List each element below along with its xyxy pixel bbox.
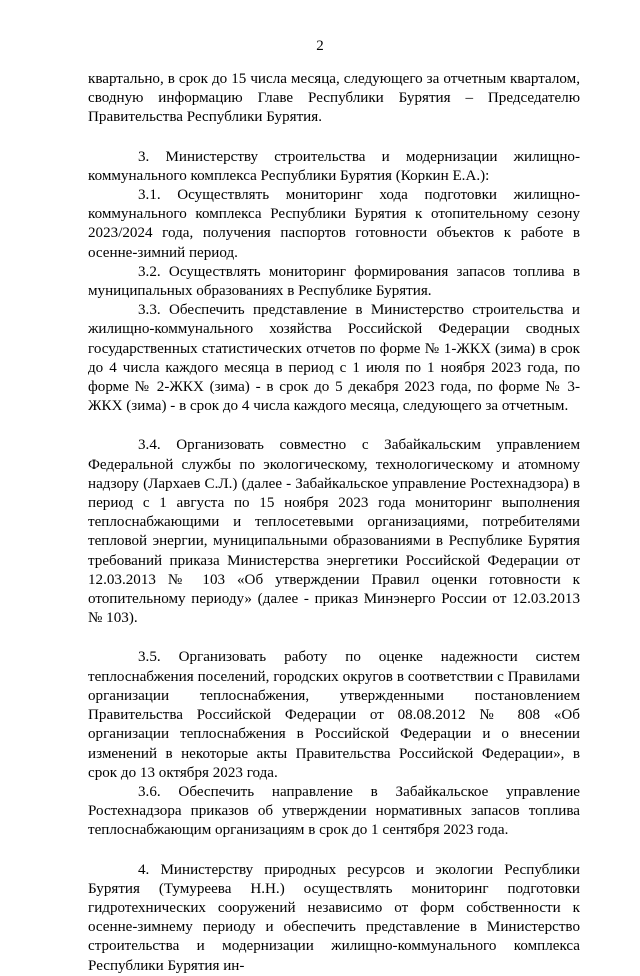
paragraph-item-3-2: 3.2. Осуществлять мониторинг формирования запасов топлива в муниципальных образованиях в Республике Бурятия.	[88, 263, 580, 300]
paragraph-intro-continuation: квартально, в срок до 15 числа месяца, следующего за отчетным кварталом, сводную информацию Главе Республики Бурятия – Председателю Правительства Республики Бурятия.	[88, 71, 580, 126]
page-number: 2	[316, 38, 324, 54]
paragraph-item-3-1: 3.1. Осуществлять мониторинг хода подготовки жилищно-коммунального комплекса Республики Бурятия к отопительному сезону 2023/2024 года, получения паспортов готовности объектов к работе в осенне-зимний период.	[88, 187, 580, 261]
paragraph-item-3-4: 3.4. Организовать совместно с Забайкальским управлением Федеральной службы по экологическому, технологическому и атомному надзору (Лархаев С.Л.) (далее - Забайкальское управление Ростехнадзора) в период с 1 августа по 15 ноября 2023 года мониторинг выполнения теплоснабжающими и теплосетевыми организациями, потребителями тепловой энергии, муниципальными образованиями в Республике Бурятия требований приказа Министерства энергетики Российской Федерации от 12.03.2013 № 103 «Об утверждении Правил оценки готовности к отопительному периоду» (далее - приказ Минэнерго России от 12.03.2013 № 103).	[88, 437, 580, 627]
paragraph-item-3-5: 3.5. Организовать работу по оценке надежности систем теплоснабжения поселений, городских округов в соответствии с Правилами организации теплоснабжения, утвержденными постановлением Правительства Российской Федерации от 08.08.2012 № 808 «Об организации теплоснабжения в Российской Федерации и о внесении изменений в некоторые акты Правительства Российской Федерации», в срок до 13 октября 2023 года.	[88, 649, 580, 781]
paragraph-item-3: 3. Министерству строительства и модернизации жилищно-коммунального комплекса Республики Бурятия (Коркин Е.А.):	[88, 148, 580, 184]
document-body	[88, 70, 580, 976]
paragraph-item-3-3: 3.3. Обеспечить представление в Министерство строительства и жилищно-коммунального хозяйства Российской Федерации сводных государственных статистических отчетов по форме № 1-ЖКХ (зима) в срок до 4 числа каждого месяца в период с 1 июля по 1 ноября 2023 года, по форме № 2-ЖКХ (зима) - в срок до 5 декабря 2023 года, по форме № 3-ЖКХ (зима) - в срок до 4 числа каждого месяца, следующего за отчетным.	[88, 302, 580, 415]
paragraph-item-3-6: 3.6. Обеспечить направление в Забайкальское управление Ростехнадзора приказов об утверждении нормативных запасов топлива теплоснабжающим организациям в срок до 1 сентября 2023 года.	[88, 783, 580, 839]
paragraph-item-4: 4. Министерству природных ресурсов и экологии Республики Бурятия (Тумуреева Н.Н.) осуществлять мониторинг подготовки гидротехнических сооружений независимо от форм собственности к осенне-зимнему периоду и обеспечить представление в Министерство строительства и модернизации жилищно-коммунального комплекса Республики Бурятия ин-	[88, 861, 580, 974]
